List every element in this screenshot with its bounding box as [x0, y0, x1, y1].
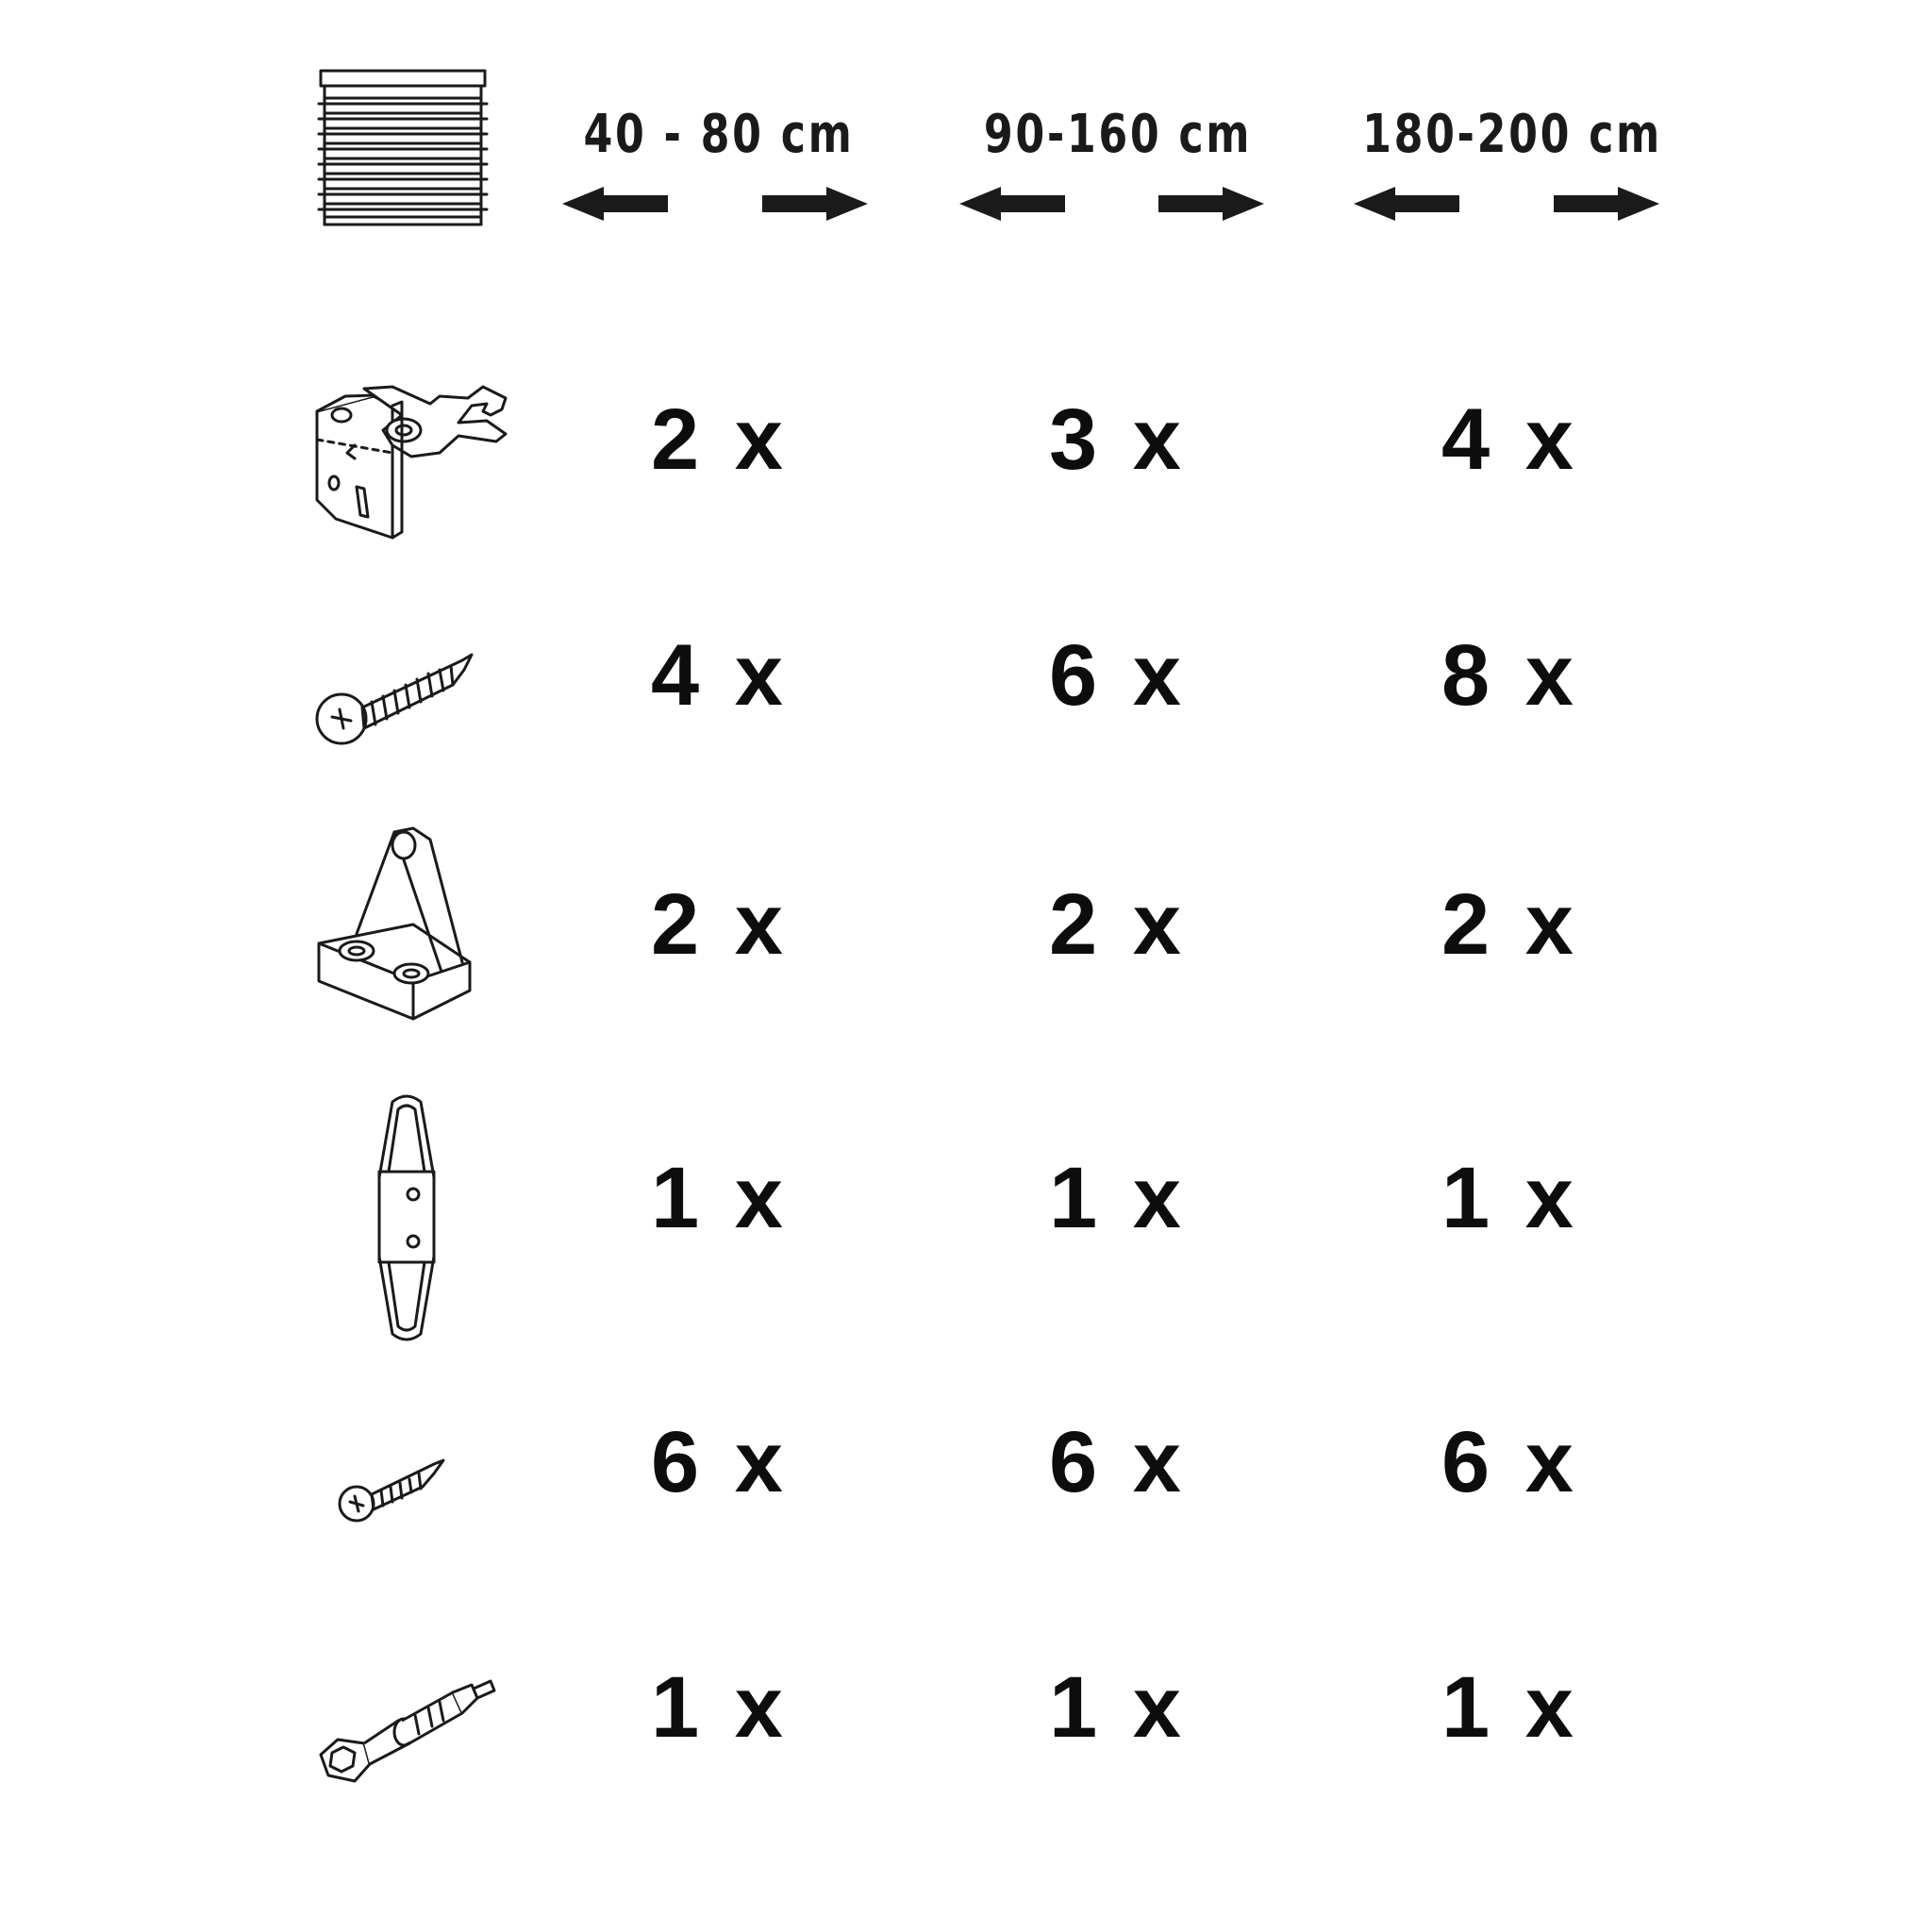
quantity-cell: 6 x: [1049, 1414, 1187, 1510]
arrow-right-icon: [760, 185, 868, 223]
arrow-left-icon: [1354, 185, 1461, 223]
arrow-left-icon: [959, 185, 1067, 223]
quantity-cell: 4 x: [651, 627, 789, 724]
quantity-cell: 4 x: [1441, 391, 1579, 488]
quantity-cell: 1 x: [1049, 1659, 1187, 1756]
column-header-180-200: 180-200 cm: [1362, 104, 1662, 165]
quantity-cell: 8 x: [1441, 627, 1579, 724]
small-screw-icon: [336, 1445, 449, 1530]
quantity-cell: 1 x: [1441, 1150, 1579, 1246]
large-screw-icon: [311, 641, 481, 755]
quantity-cell: 2 x: [651, 391, 789, 488]
column-header-40-80: 40 - 80 cm: [583, 104, 855, 165]
quantity-cell: 1 x: [651, 1150, 789, 1246]
arrow-right-icon: [1552, 185, 1659, 223]
quantity-cell: 2 x: [1441, 876, 1579, 973]
quantity-cell: 6 x: [1049, 627, 1187, 724]
column-header-90-160: 90-160 cm: [983, 104, 1253, 165]
blind-icon: [315, 66, 494, 236]
quantity-cell: 1 x: [1049, 1150, 1187, 1246]
quantity-cell: 1 x: [651, 1659, 789, 1756]
quantity-cell: 3 x: [1049, 391, 1187, 488]
wand-connector-icon: [311, 1660, 500, 1792]
quantity-cell: 6 x: [651, 1414, 789, 1510]
quantity-cell: 1 x: [1441, 1659, 1579, 1756]
hold-down-bracket-icon: [300, 811, 479, 1028]
quantity-cell: 2 x: [651, 876, 789, 973]
arrow-left-icon: [562, 185, 670, 223]
cord-cleat-icon: [364, 1091, 449, 1345]
quantity-cell: 6 x: [1441, 1414, 1579, 1510]
arrow-right-icon: [1157, 185, 1264, 223]
quantity-cell: 2 x: [1049, 876, 1187, 973]
mounting-bracket-icon: [298, 377, 515, 547]
